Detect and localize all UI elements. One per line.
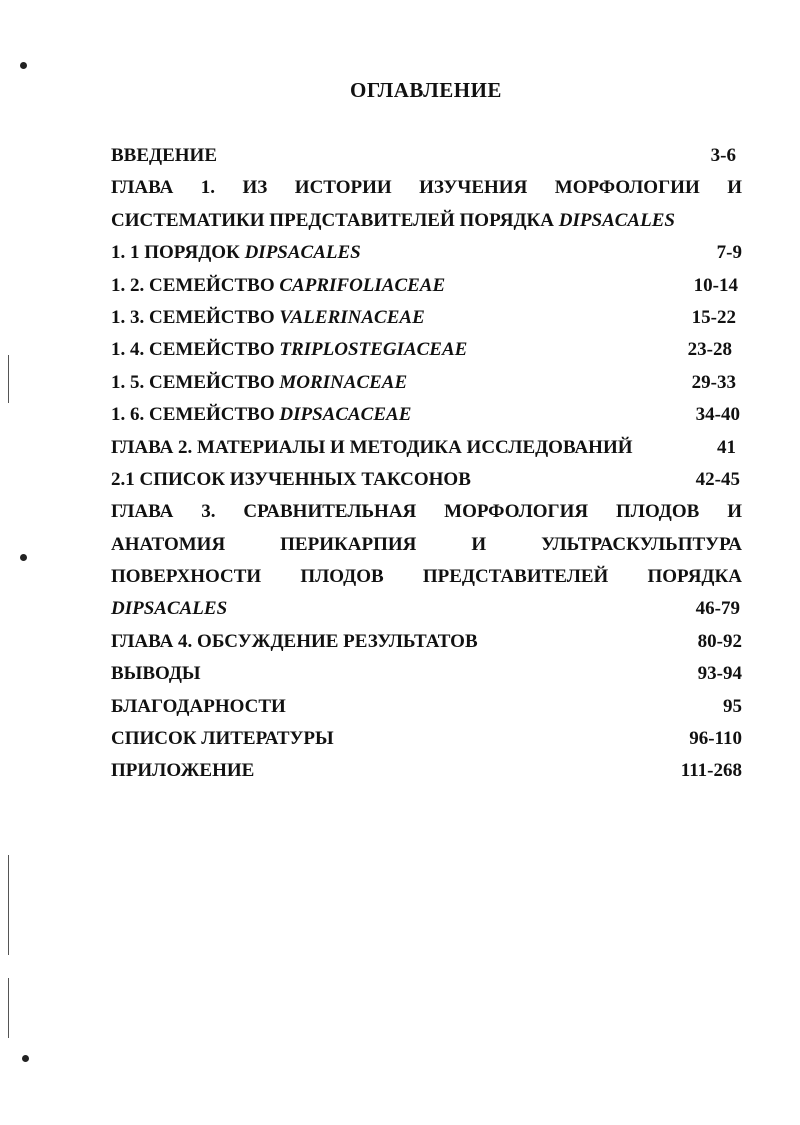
toc-entry-page: 29-33 xyxy=(691,371,736,393)
toc-entry xyxy=(111,626,742,658)
toc-entry-page: 34-40 xyxy=(695,404,740,426)
toc-entry-page: 93-94 xyxy=(697,663,742,685)
toc-entry-page: 96-110 xyxy=(689,728,742,750)
toc-entry-title: БЛАГОДАРНОСТИ xyxy=(111,695,286,717)
toc-entry-title: 1. 4. СЕМЕЙСТВО TRIPLOSTEGIACEAE xyxy=(111,339,468,361)
scan-speck xyxy=(22,1055,29,1062)
toc-entry-taxon: DIPSACALES xyxy=(244,242,361,264)
toc-entry-title: СПИСОК ЛИТЕРАТУРЫ xyxy=(111,728,334,750)
toc-entry xyxy=(111,399,742,431)
toc-entry-taxon: TRIPLOSTEGIACEAE xyxy=(279,339,468,361)
toc-entry-page: 46-79 xyxy=(695,598,740,620)
toc-entry-title: ГЛАВА 2. МАТЕРИАЛЫ И МЕТОДИКА ИССЛЕДОВАНИЙ xyxy=(111,436,633,458)
toc-entry-taxon: CAPRIFOLIACEAE xyxy=(279,274,446,296)
toc-entry-title: 1. 5. СЕМЕЙСТВО MORINACEAE xyxy=(111,371,408,393)
toc-entry-page: 3-6 xyxy=(710,145,736,166)
toc-entry-page: 15-22 xyxy=(691,306,736,328)
toc-entry-taxon: DIPSACALES xyxy=(111,598,228,620)
toc-entry-taxon: DIPSACACEAE xyxy=(279,404,412,426)
toc-entry-page: 41 xyxy=(717,436,736,458)
table-of-contents xyxy=(111,140,742,788)
scan-edge-line xyxy=(8,355,9,403)
toc-entry xyxy=(111,367,742,399)
toc-entry xyxy=(111,561,742,593)
toc-entry-title: ГЛАВА 1. ИЗ ИСТОРИИ ИЗУЧЕНИЯ МОРФОЛОГИИ И xyxy=(111,177,742,199)
toc-entry-page: 111-268 xyxy=(680,760,742,782)
toc-entry-title: СИСТЕМАТИКИ ПРЕДСТАВИТЕЛЕЙ ПОРЯДКА DIPSACALES xyxy=(111,209,675,231)
toc-entry-page: 10-14 xyxy=(693,274,738,296)
scan-edge-line xyxy=(8,855,9,955)
toc-entry-title: ГЛАВА 4. ОБСУЖДЕНИЕ РЕЗУЛЬТАТОВ xyxy=(111,630,478,652)
toc-entry-taxon: DIPSACALES xyxy=(558,209,675,231)
toc-entry xyxy=(111,691,742,723)
toc-entry-taxon: MORINACEAE xyxy=(279,371,408,393)
toc-entry xyxy=(111,172,742,204)
toc-entry xyxy=(111,658,742,690)
toc-entry-page: 7-9 xyxy=(716,242,742,264)
scan-edge-line xyxy=(8,978,9,1038)
page-title: ОГЛАВЛЕНИЕ xyxy=(350,78,502,102)
toc-entry-title: ГЛАВА 3. СРАВНИТЕЛЬНАЯ МОРФОЛОГИЯ ПЛОДОВ И xyxy=(111,501,742,523)
toc-entry-title: 1. 1 ПОРЯДОК DIPSACALES xyxy=(111,242,361,264)
toc-entry xyxy=(111,529,742,561)
toc-entry-title: 1. 2. СЕМЕЙСТВО CAPRIFOLIACEAE xyxy=(111,274,446,296)
toc-entry xyxy=(111,723,742,755)
toc-entry xyxy=(111,140,742,172)
toc-entry-taxon: VALERINACEAE xyxy=(279,306,425,328)
toc-entry-page: 95 xyxy=(723,695,742,717)
toc-entry xyxy=(111,755,742,787)
toc-entry xyxy=(111,334,742,366)
scan-speck xyxy=(20,62,27,69)
toc-entry xyxy=(111,464,742,496)
toc-entry-title: 1. 3. СЕМЕЙСТВО VALERINACEAE xyxy=(111,306,425,328)
toc-entry-page: 23-28 xyxy=(687,339,732,361)
toc-entry-page: 80-92 xyxy=(697,630,742,652)
toc-entry-title: ВЫВОДЫ xyxy=(111,663,201,685)
toc-entry-title: 1. 6. СЕМЕЙСТВО DIPSACACEAE xyxy=(111,404,412,426)
toc-entry-title xyxy=(111,593,227,625)
toc-entry-title: 2.1 СПИСОК ИЗУЧЕННЫХ ТАКСОНОВ xyxy=(111,468,471,490)
toc-entry xyxy=(111,237,742,269)
toc-entry xyxy=(111,302,742,334)
toc-entry-title: ПОВЕРХНОСТИ ПЛОДОВ ПРЕДСТАВИТЕЛЕЙ ПОРЯДКА xyxy=(111,566,742,588)
toc-entry-title: ВВЕДЕНИЕ xyxy=(111,145,217,166)
scan-speck xyxy=(20,554,27,561)
toc-entry xyxy=(111,205,742,237)
toc-entry-title: АНАТОМИЯ ПЕРИКАРПИЯ И УЛЬТРАСКУЛЬПТУРА xyxy=(111,533,742,555)
toc-entry xyxy=(111,496,742,528)
toc-entry xyxy=(111,432,742,464)
toc-entry-title: ПРИЛОЖЕНИЕ xyxy=(111,760,255,782)
toc-entry-page: 42-45 xyxy=(695,468,740,490)
toc-entry xyxy=(111,270,742,302)
toc-entry xyxy=(111,593,742,625)
